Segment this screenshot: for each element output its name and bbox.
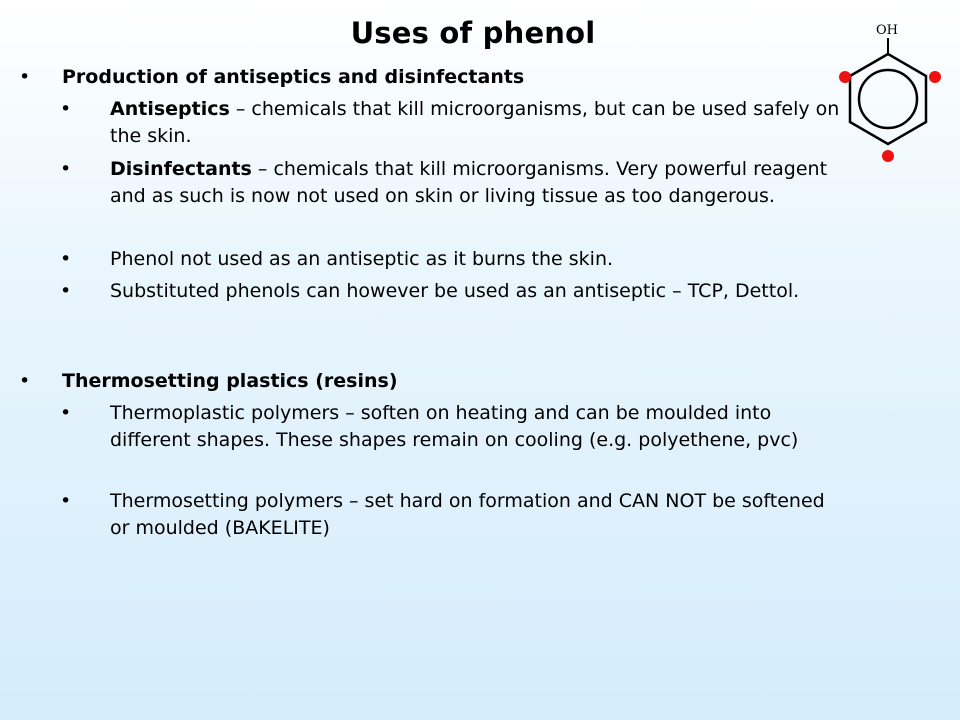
bullet-dot: • <box>60 98 72 120</box>
slide-title: Uses of phenol <box>350 16 596 50</box>
bullet-dot: • <box>60 158 72 180</box>
oh-group-label: OH <box>876 23 898 38</box>
ring-inner-circle <box>859 70 917 128</box>
list-item-text <box>110 156 848 210</box>
term-disinfectants: Disinfectants <box>110 158 252 180</box>
bullet-dot: • <box>19 66 31 88</box>
section-heading-text: Production of antiseptics and disinfectants <box>62 66 525 88</box>
phenol-structure-diagram <box>830 12 950 168</box>
bullet-dot: • <box>60 490 72 512</box>
list-item-text: Thermosetting polymers – set hard on formation and CAN NOT be softened or moulded (BAKELITE) <box>110 490 825 539</box>
term-antiseptics: Antiseptics <box>110 98 230 120</box>
list-item-text <box>110 96 848 150</box>
para-position-marker <box>882 150 894 162</box>
list-item-text: Substituted phenols can however be used as an antiseptic – TCP, Dettol. <box>110 280 800 302</box>
list-item-text: Thermoplastic polymers – soften on heating and can be moulded into different shapes. These shapes remain on cooling (e.g. polyethene, pvc) <box>110 402 799 451</box>
ortho-position-marker-right <box>929 71 941 83</box>
section-heading-text: Thermosetting plastics (resins) <box>62 370 398 392</box>
list-item-text: Phenol not used as an antiseptic as it burns the skin. <box>110 248 614 270</box>
bullet-dot: • <box>60 402 72 424</box>
ring-hexagon <box>850 54 926 144</box>
benzene-ring-svg <box>830 12 950 168</box>
bullet-dot: • <box>60 280 72 302</box>
bullet-dot: • <box>19 370 31 392</box>
definition-antiseptics: – chemicals that kill microorganisms, but can be used safely on the skin. <box>110 98 840 147</box>
definition-disinfectants: – chemicals that kill microorganisms. Very powerful reagent and as such is now not used on skin or living tissue as too dangerous. <box>110 158 828 207</box>
bullet-dot: • <box>60 248 72 270</box>
ortho-position-marker-left <box>839 71 851 83</box>
